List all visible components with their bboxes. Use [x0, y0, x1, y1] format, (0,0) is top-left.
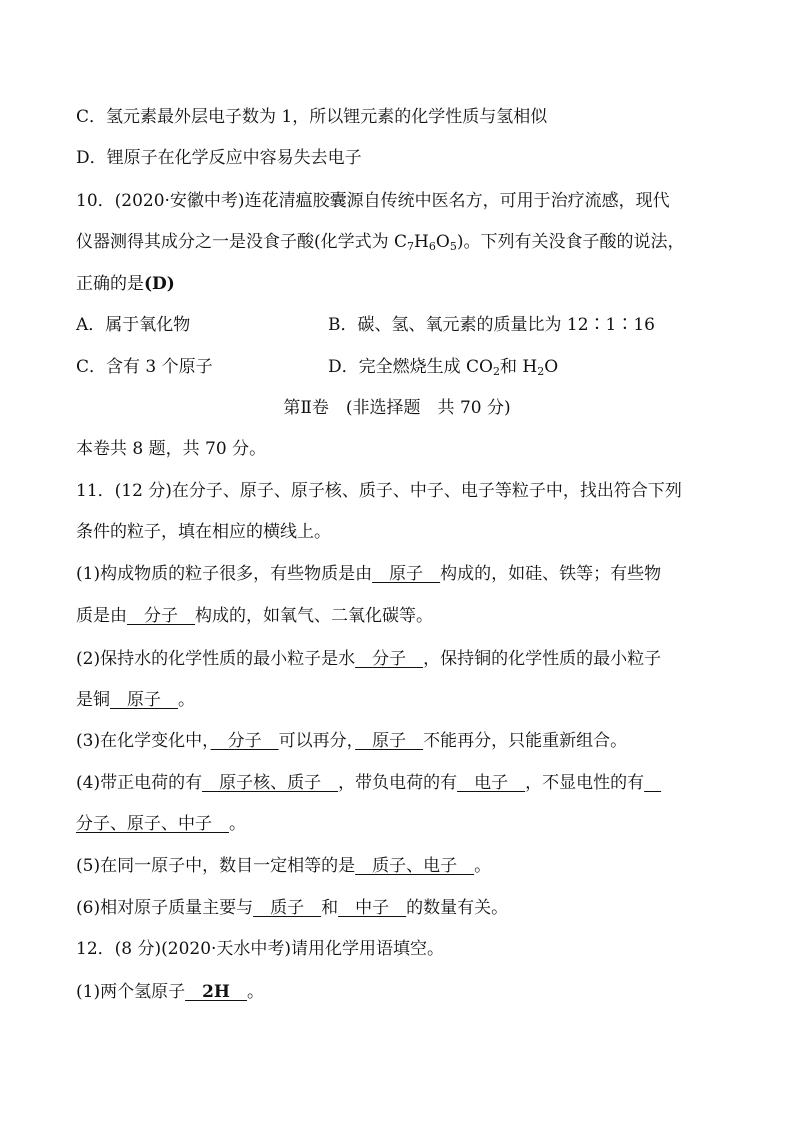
q10-option-c: C．含有 3 个原子: [76, 357, 213, 377]
answer-blank: [644, 773, 661, 793]
q11-stem-line1: 11．(12 分)在分子、原子、原子核、质子、中子、电子等粒子中，找出符合下列: [76, 481, 682, 501]
q12-part1: (1)两个氢原子 2H 。: [76, 982, 264, 1002]
q11-part3: (3)在化学变化中， 分子 可以再分， 原子 不能再分，只能重新组合。: [76, 731, 628, 751]
answer-blank: 原子: [110, 690, 178, 710]
q10-stem-line2: 仪器测得其成分之一是没食子酸(化学式为 $C_7H_6O_5$)。下列有关没食子酸的说法，: [76, 232, 685, 253]
section-intro: 本卷共 8 题，共 70 分。: [76, 439, 267, 459]
answer-blank: 质子: [253, 898, 322, 918]
answer-blank: 原子: [355, 731, 424, 751]
q11-part1-line2: 质是由 分子 构成的，如氧气、二氧化碳等。: [76, 606, 433, 626]
answer-blank: 分子: [355, 649, 424, 669]
q10-stem-line1: 10．(2020·安徽中考)连花清瘟胶囊源自传统中医名方，可用于治疗流感，现代: [76, 191, 670, 211]
answer-blank: 质子、电子: [355, 856, 475, 876]
answer-blank: 分子: [210, 731, 279, 751]
q11-part4-line1: (4)带正电荷的有 原子核、质子 ，带负电荷的有 电子 ，不显电性的有: [76, 772, 661, 794]
q11-part4-line2: 分子、原子、中子 。: [76, 814, 246, 834]
answer-blank: 分子: [127, 606, 195, 626]
answer-blank: 分子、原子、中子: [76, 814, 229, 834]
q10-option-d: D．完全燃烧生成 $CO_2$和 $H_2O$: [328, 357, 559, 378]
q11-part2-line2: 是铜 原子 。: [76, 690, 195, 710]
q10-option-a: A．属于氧化物: [76, 315, 191, 335]
q11-part2-line1: (2)保持水的化学性质的最小粒子是水 分子 ，保持铜的化学性质的最小粒子: [76, 649, 662, 669]
q11-stem-line2: 条件的粒子，填在相应的横线上。: [76, 522, 331, 542]
q10-answer: (D): [144, 274, 175, 294]
answer-blank: 中子: [338, 898, 407, 918]
q10-stem-line3: 正确的是(D): [76, 274, 175, 294]
section-heading: 第Ⅱ卷 (非选择题 共 70 分): [283, 398, 511, 418]
q12-stem: 12．(8 分)(2020·天水中考)请用化学用语填空。: [76, 939, 445, 959]
answer-blank: 原子核、质子: [202, 773, 339, 793]
q11-part1-line1: (1)构成物质的粒子很多，有些物质是由 原子 构成的，如硅、铁等；有些物: [76, 564, 662, 584]
answer-blank: 原子: [372, 564, 441, 584]
q9-option-c: C．氢元素最外层电子数为 1，所以锂元素的化学性质与氢相似: [76, 107, 548, 127]
q10-option-b: B．碳、氢、氧元素的质量比为 12∶1∶16: [328, 315, 655, 335]
q11-part6: (6)相对原子质量主要与 质子 和 中子 的数量有关。: [76, 898, 509, 918]
answer-blank: 2H: [185, 982, 247, 1002]
q11-part5: (5)在同一原子中，数目一定相等的是 质子、电子 。: [76, 856, 492, 876]
q9-option-d: D．锂原子在化学反应中容易失去电子: [76, 148, 362, 168]
answer-blank: 电子: [457, 773, 526, 793]
